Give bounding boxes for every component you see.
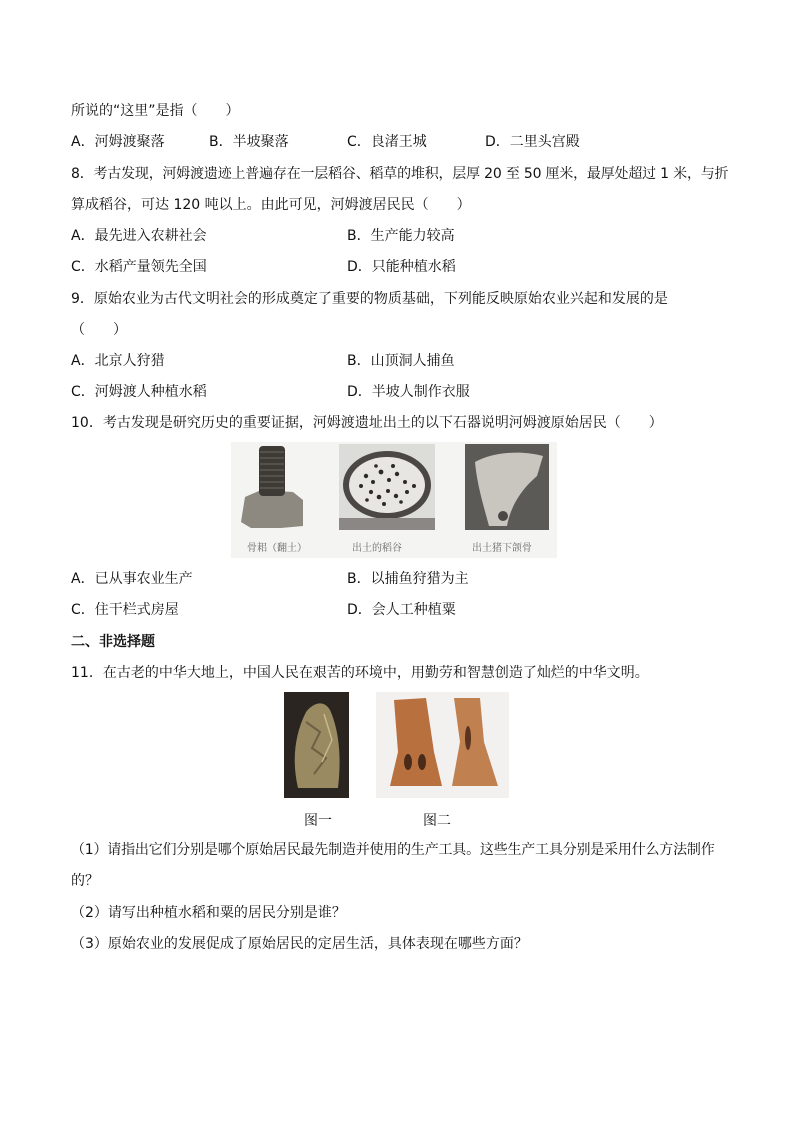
- q11-figure-2: [376, 692, 509, 798]
- q8-stem-line2: 算成稻谷，可达 120 吨以上。由此可见，河姆渡居民民（ ）: [71, 197, 471, 213]
- q10-caption-2: 出土的稻谷: [352, 543, 402, 554]
- q11-sub3: （3）原始农业的发展促成了原始居民的定居生活，具体表现在哪些方面？: [71, 936, 528, 952]
- pig-jaw-image: [465, 444, 549, 530]
- q7-stem-tail: 所说的“这里”是指（ ）: [71, 103, 240, 119]
- stone-tool-image: [284, 692, 349, 798]
- q9-option-a: A．北京人狩猎: [71, 353, 165, 369]
- q10-option-c: C．住干栏式房屋: [71, 602, 179, 618]
- section-title: 二、非选择题: [71, 634, 155, 650]
- q8-option-a: A．最先进入农耕社会: [71, 228, 207, 244]
- q10-caption-3: 出土猪下颌骨: [472, 543, 532, 554]
- q9-stem-line1: 9．原始农业为古代文明社会的形成奠定了重要的物质基础，下列能反映原始农业兴起和发展的是: [71, 291, 668, 307]
- q9-stem-line2: （ ）: [71, 322, 127, 338]
- q7-option-d: D．二里头宫殿: [485, 134, 580, 150]
- bone-spade-image: [241, 446, 303, 528]
- q11-caption-1: 图一: [304, 813, 332, 829]
- q11-sub1-line1: （1）请指出它们分别是哪个原始居民最先制造并使用的生产工具。这些生产工具分别是采用什么方法制作: [71, 842, 715, 858]
- q7-option-c: C．良渚王城: [347, 134, 427, 150]
- q11-caption-2: 图二: [423, 813, 451, 829]
- bone-tools-image: [376, 692, 509, 798]
- q8-option-b: B．生产能力较高: [347, 228, 455, 244]
- q11-figure-1: [284, 692, 349, 798]
- q9-option-c: C．河姆渡人种植水稻: [71, 384, 207, 400]
- q8-option-c: C．水稻产量领先全国: [71, 259, 207, 275]
- q10-option-b: B．以捕鱼狩猎为主: [347, 571, 469, 587]
- q11-stem: 11．在古老的中华大地上，中国人民在艰苦的环境中，用勤劳和智慧创造了灿烂的中华文明。: [71, 665, 649, 681]
- q10-option-d: D．会人工种植粟: [347, 602, 456, 618]
- q8-option-d: D．只能种植水稻: [347, 259, 456, 275]
- q10-option-a: A．已从事农业生产: [71, 571, 193, 587]
- q11-sub2: （2）请写出种植水稻和粟的居民分别是谁？: [71, 905, 346, 921]
- q7-option-b: B．半坡聚落: [209, 134, 289, 150]
- q11-sub1-line2: 的？: [71, 873, 99, 889]
- q10-stem: 10．考古发现是研究历史的重要证据，河姆渡遗址出土的以下石器说明河姆渡原始居民（ ）: [71, 415, 663, 431]
- q10-caption-1: 骨耜（翻土）: [247, 543, 307, 554]
- q8-stem-line1: 8．考古发现，河姆渡遗迹上普遍存在一层稻谷、稻草的堆积，层厚 20 至 50 厘米，最厚处超过 1 米，与折: [71, 166, 729, 182]
- q9-option-d: D．半坡人制作衣服: [347, 384, 470, 400]
- q7-option-a: A．河姆渡聚落: [71, 134, 165, 150]
- q9-option-b: B．山顶洞人捕鱼: [347, 353, 455, 369]
- rice-grain-image: [339, 444, 435, 530]
